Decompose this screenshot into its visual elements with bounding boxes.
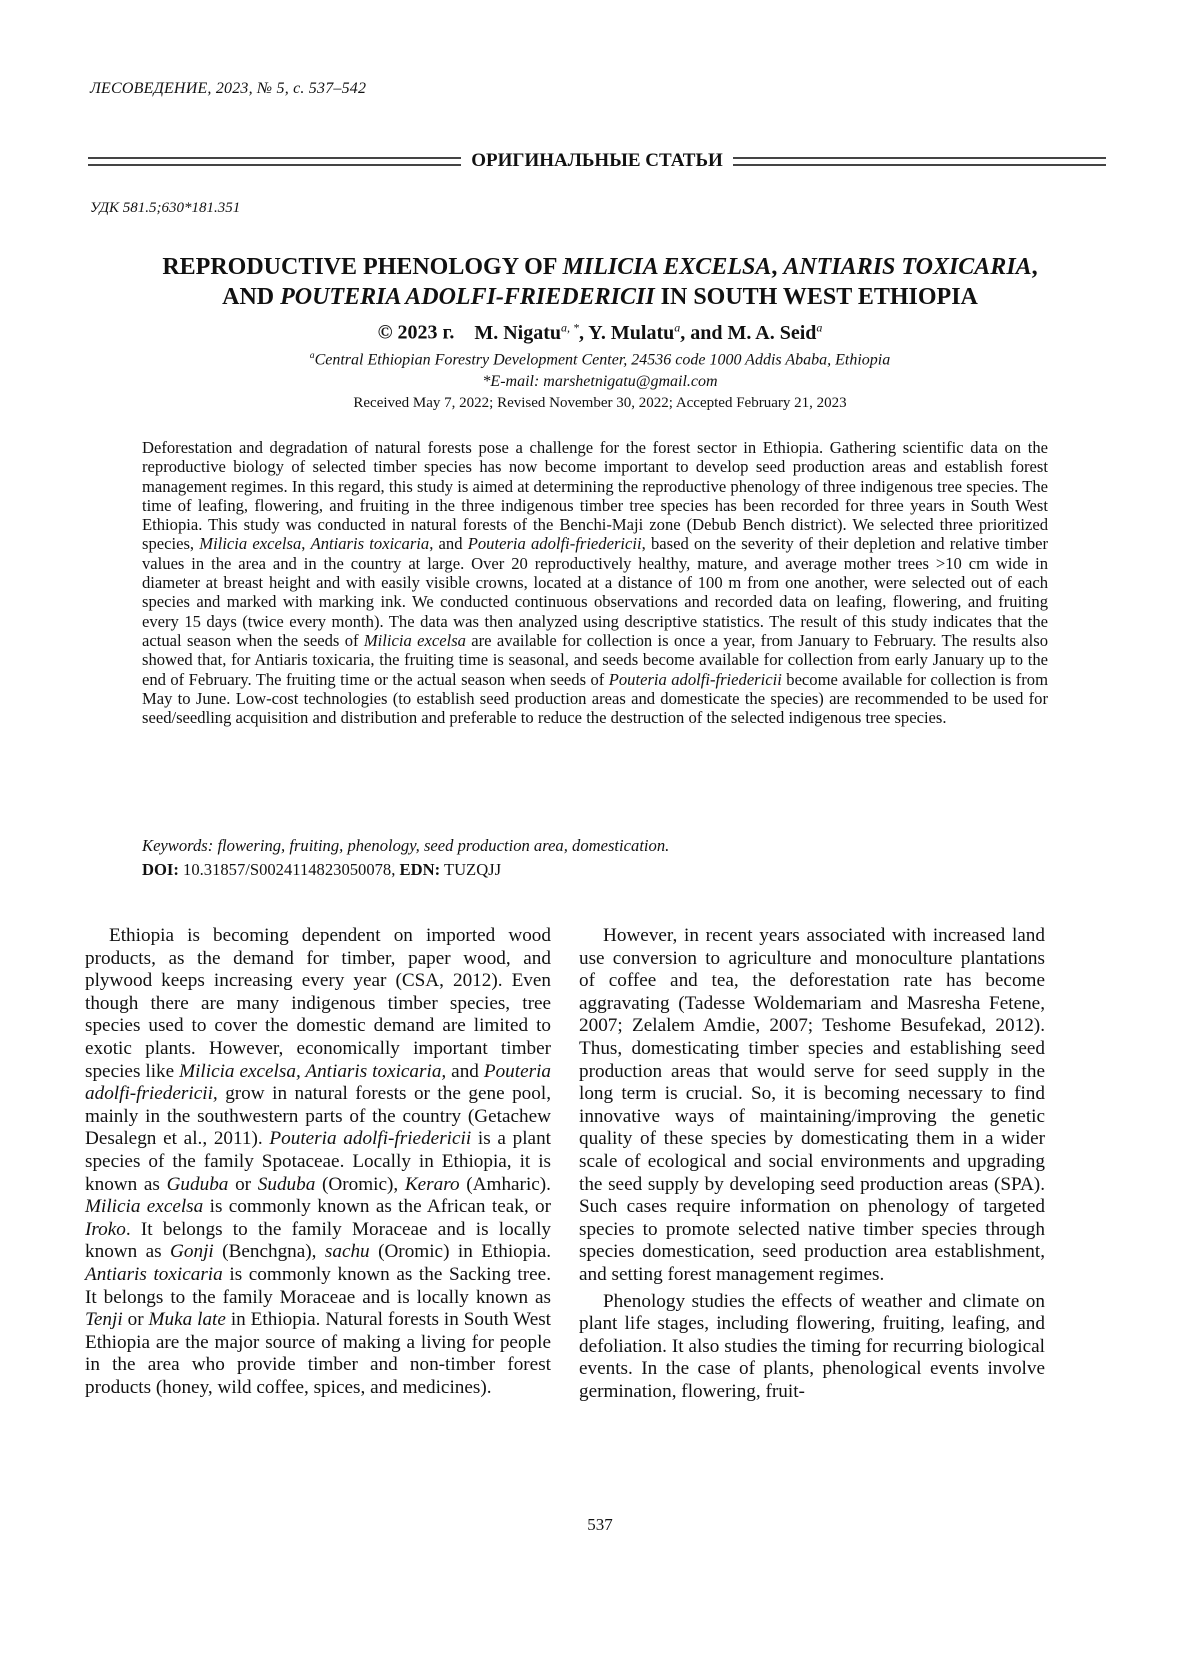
paragraph	[579, 925, 1045, 1287]
text-segment: REPRODUCTIVE PHENOLOGY OF	[162, 254, 562, 280]
journal-citation: ЛЕСОВЕДЕНИЕ, 2023, № 5, с. 537–542	[90, 80, 366, 98]
italic-text: Milicia excelsa	[199, 534, 301, 553]
text-segment: Phenology studies the effects of weather and climate on plant life stages, including flowering, fruiting, leafing, and defoliation. It also studies the timing for recurring biological events. In the case of plants, phenological events involve germination, flowering, fruit-	[579, 1291, 1045, 1402]
article-title	[60, 252, 1140, 312]
doi-line	[142, 860, 1048, 880]
abstract	[142, 438, 1048, 727]
copyright: © 2023 г.	[378, 322, 455, 344]
italic-text: Milicia excelsa	[364, 631, 466, 650]
text-segment: . It belongs to the family Moraceae and is locally known as	[85, 1219, 551, 1263]
affiliation-mark: a	[310, 350, 315, 361]
doi-value: 10.31857/S0024114823050078,	[179, 860, 400, 879]
text-segment: IN SOUTH WEST ETHIOPIA	[655, 284, 978, 310]
author-affiliation-mark: a	[674, 320, 680, 334]
italic-text: Muka late	[149, 1309, 226, 1330]
text-segment: (Oromic),	[315, 1174, 405, 1195]
text-segment: , based on the severity of their depletion and relative timber values in the area and in the country at large. Over 20 reproductively healthy, mature, and average mother trees >10 cm wide in diameter at breast height and with easily visible crowns, located at a distance of 100 m from one another, were selected out of each species and marked with marking ink. We conducted continuous observations and recorded data on leafing, flowering, and fruiting every 15 days (twice every month). The data was then analyzed using descriptive statistics. The result of this study indicates that the actual season when the seeds of	[142, 534, 1048, 649]
text-segment: AND	[222, 284, 280, 310]
text-segment: ,	[771, 254, 783, 280]
text-segment: are available for collection is once a year, from January to February. The results also showed that, for Antiaris toxicaria, the fruiting time is seasonal, and seeds become available for collection from early January up to the end of February. The fruiting time or the actual season when seeds of	[142, 631, 1048, 689]
text-segment: become available for collection is from May to June. Low-cost technologies (to establish seed production areas and domesticate the species) are recommended to be used for seed/seedling acquisition and distribution and preferable to reduce the destruction of the selected indigenous tree species.	[142, 670, 1048, 728]
author-separator: , and	[680, 322, 727, 344]
text-segment: (Benchgna),	[214, 1241, 325, 1262]
edn-value: TUZQJJ	[440, 860, 501, 879]
text-segment: is commonly known as the African teak, or	[203, 1196, 551, 1217]
body-column-left	[85, 925, 551, 1403]
text-segment: , and	[429, 534, 468, 553]
udk-code: УДК 581.5;630*181.351	[90, 200, 240, 217]
section-title: ОРИГИНАЛЬНЫЕ СТАТЬИ	[471, 150, 723, 172]
italic-text: Antiaris toxicaria	[311, 534, 430, 553]
italic-text: POUTERIA ADOLFI-FRIEDERICII	[280, 284, 655, 310]
received-dates: Received May 7, 2022; Revised November 30, 2022; Accepted February 21, 2023	[60, 395, 1140, 412]
text-segment: and	[446, 1061, 484, 1082]
italic-text: Suduba	[258, 1174, 316, 1195]
edn-label: EDN:	[400, 860, 441, 879]
author-name: Y. Mulatu	[588, 322, 674, 344]
italic-text: Guduba	[167, 1174, 229, 1195]
author-affiliation-mark: a, *	[561, 320, 579, 334]
authors-line	[60, 320, 1140, 345]
italic-text: Pouteria adolfi-friedericii	[269, 1128, 471, 1149]
paragraph	[85, 925, 551, 1399]
author-affiliation-mark: a	[816, 320, 822, 334]
italic-text: Milicia excelsa	[85, 1196, 203, 1217]
text-segment: is commonly known as the Sacking tree. It belongs to the family Moraceae and is locally known as	[85, 1264, 551, 1308]
italic-text: Keraro	[405, 1174, 460, 1195]
italic-text: Pouteria adolfi-friedericii	[468, 534, 642, 553]
text-segment: Ethiopia is becoming dependent on imported wood products, as the demand for timber, paper wood, and plywood keeps increasing every year (CSA, 2012). Even though there are many indigenous timber species, tree species used to cover the domestic demand are limited to exotic plants. However, economically important timber species like	[85, 925, 551, 1082]
author-list	[474, 322, 822, 344]
italic-text: sachu	[325, 1241, 370, 1262]
affiliation-text: Central Ethiopian Forestry Development Center, 24536 code 1000 Addis Ababa, Ethiopia	[315, 351, 891, 368]
text-segment: in Ethiopia. Natural forests in South West Ethiopia are the major source of making a living for people in the area who provide timber and non-timber forest products (honey, wild coffee, spices, and medicines).	[85, 1309, 551, 1398]
text-segment: (Amharic).	[460, 1174, 551, 1195]
italic-text: Pouteria adolfi-friedericii	[609, 670, 782, 689]
text-segment: ,	[301, 534, 310, 553]
text-segment: or	[123, 1309, 149, 1330]
text-segment: (Oromic) in Ethiopia.	[370, 1241, 551, 1262]
author-separator: ,	[579, 322, 588, 344]
keywords-text: flowering, fruiting, phenology, seed production area, domestication.	[213, 836, 669, 855]
text-segment: However, in recent years associated with increased land use conversion to agriculture and monoculture plantations of coffee and tea, the deforestation rate has become aggravating (Tadesse Woldemariam and Masresha Fetene, 2007; Zelalem Amdie, 2007; Teshome Besufekad, 2012). Thus, domesticating timber species and establishing seed production areas that would serve for seed supply in the long term is crucial. So, it is becoming necessary to find innovative ways of maintaining/improving the genetic quality of these species by domesticating them in a wider scale of ecological and social environments and upgrading the seed supply by developing seed production areas (SPA). Such cases require information on phenology of targeted species to promote selected native timber species through species domestication, seed production area establishment, and setting forest management regimes.	[579, 925, 1045, 1285]
text-segment: grow in natural forests or the gene pool, mainly in the southwestern parts of the country (Getachew Desalegn et al., 2011).	[85, 1083, 551, 1149]
italic-text: ANTIARIS TOXICARIA	[783, 254, 1031, 280]
paragraph	[579, 1291, 1045, 1404]
italic-text: Gonji	[170, 1241, 214, 1262]
italic-text: Antiaris toxicaria	[85, 1264, 223, 1285]
italic-text: Iroko	[85, 1219, 126, 1240]
text-segment: is a plant species of the family Spotaceae. Locally in Ethiopia, it is known as	[85, 1128, 551, 1194]
italic-text: Milicia excelsa, Antiaris toxicaria,	[179, 1061, 446, 1082]
text-segment: ,	[1032, 254, 1038, 280]
section-heading	[88, 150, 1106, 172]
body-column-right	[579, 925, 1045, 1407]
double-rule-right	[733, 157, 1106, 166]
double-rule-left	[88, 157, 461, 166]
keywords	[142, 836, 1048, 856]
italic-text: Tenji	[85, 1309, 123, 1330]
text-segment: or	[228, 1174, 257, 1195]
doi-label: DOI:	[142, 860, 179, 879]
italic-text: MILICIA EXCELSA	[563, 254, 772, 280]
email: *E-mail: marshetnigatu@gmail.com	[60, 373, 1140, 391]
author-name: M. A. Seid	[728, 322, 817, 344]
keywords-label: Keywords:	[142, 836, 213, 855]
author-name: M. Nigatu	[474, 322, 561, 344]
text-segment: Deforestation and degradation of natural forests pose a challenge for the forest sector in Ethiopia. Gathering scientific data on the reproductive biology of selected timber species has now become important to develop seed production areas and establish forest management regimes. In this regard, this study is aimed at determining the reproductive phenology of three indigenous tree species. The time of leafing, flowering, and fruiting in the three indigenous timber tree species has been recorded for three years in South West Ethiopia. This study was conducted in natural forests of the Benchi-Maji zone (Debub Bench district). We selected three prioritized species,	[142, 438, 1048, 553]
affiliation	[60, 350, 1140, 369]
page-number: 537	[0, 1515, 1200, 1535]
italic-text: Pouteria adolfi-friedericii,	[85, 1061, 551, 1105]
